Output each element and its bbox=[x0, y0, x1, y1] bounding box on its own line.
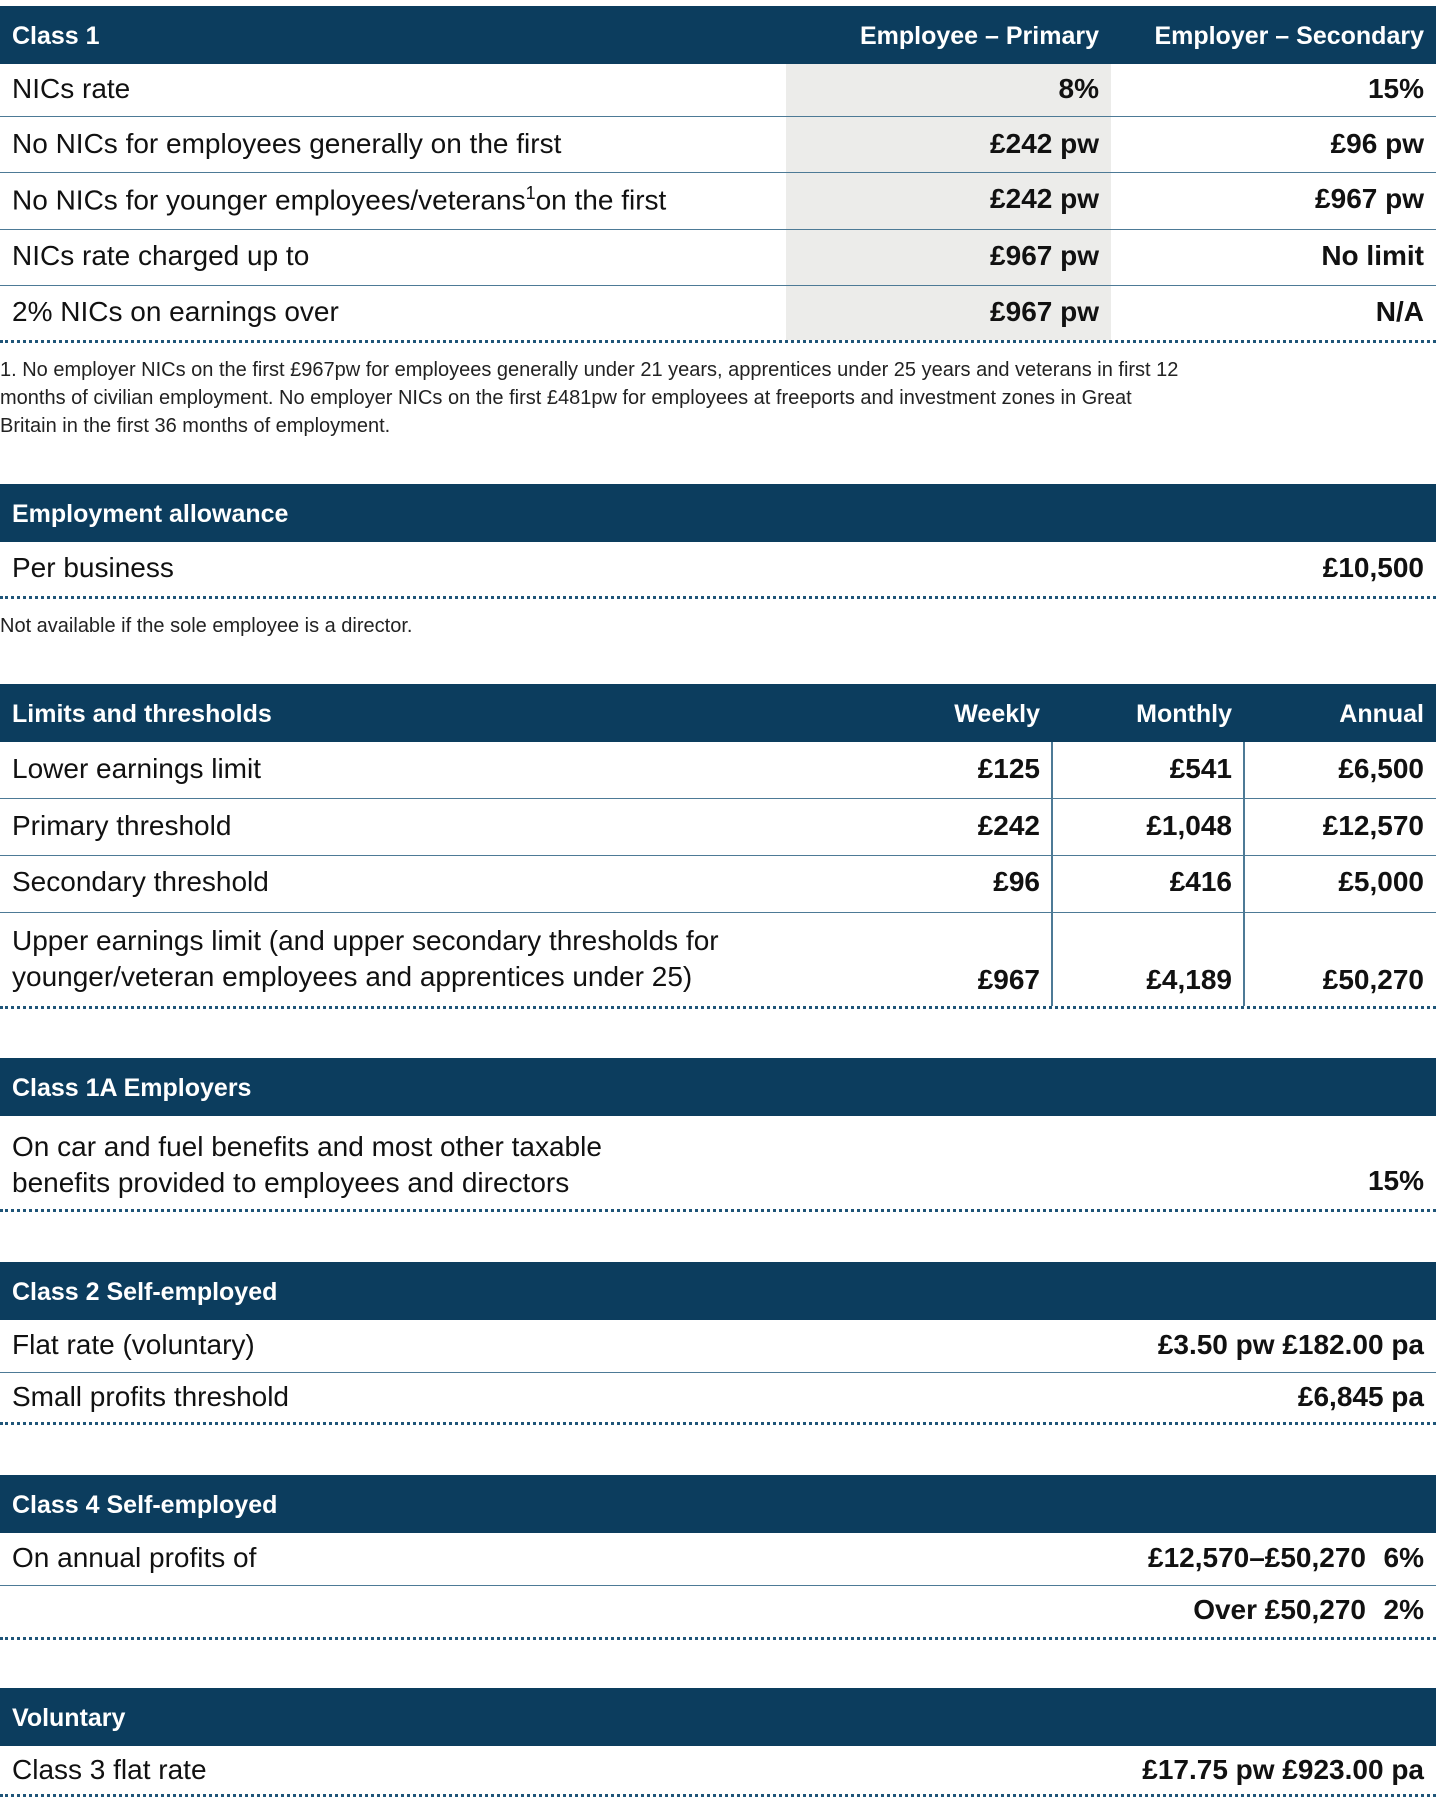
band-rate: 6% bbox=[1383, 1542, 1424, 1573]
label-line: younger/veteran employees and apprentices under 25) bbox=[12, 961, 693, 992]
label-line: On car and fuel benefits and most other taxable bbox=[12, 1131, 602, 1162]
profit-band: Over £50,270 bbox=[1193, 1594, 1366, 1625]
limits-row-lel bbox=[0, 742, 1436, 799]
section-title: Class 4 Self-employed bbox=[12, 1491, 278, 1519]
voluntary-header bbox=[0, 1688, 1436, 1746]
secondary-value: £967 pw bbox=[1315, 183, 1424, 214]
class2-header bbox=[0, 1262, 1436, 1320]
annual-value: £6,500 bbox=[1338, 753, 1424, 784]
row-label: 2% NICs on earnings over bbox=[12, 296, 339, 327]
class1-col-primary: Employee – Primary bbox=[859, 22, 1099, 50]
section-title: Employment allowance bbox=[12, 500, 289, 528]
label-text: on the first bbox=[535, 184, 667, 216]
section-title: Limits and thresholds bbox=[12, 700, 272, 728]
col-weekly: Weekly bbox=[954, 700, 1040, 728]
label-line: benefits provided to employees and directors bbox=[12, 1167, 570, 1198]
row-value: £6,845 pa bbox=[1297, 1381, 1424, 1412]
class1-row-employees bbox=[0, 117, 1436, 173]
footnote-line: 1. No employer NICs on the first £967pw for employees generally under 21 years, apprentices under 25 years and veterans in first 12 bbox=[0, 359, 1179, 381]
limits-row-uel bbox=[0, 913, 1436, 1009]
row-label: NICs rate bbox=[12, 73, 131, 104]
secondary-value: 15% bbox=[1367, 73, 1424, 104]
primary-value: £242 pw bbox=[990, 128, 1099, 159]
row-label: No NICs for employees generally on the first bbox=[12, 128, 562, 159]
employment-allowance-header bbox=[0, 484, 1436, 542]
primary-value: £242 pw bbox=[990, 183, 1099, 214]
class2-row-flat-rate bbox=[0, 1320, 1436, 1373]
label-line: Upper earnings limit (and upper secondary thresholds for bbox=[12, 925, 719, 956]
limits-header bbox=[0, 684, 1436, 742]
row-label: Flat rate (voluntary) bbox=[12, 1329, 255, 1360]
employment-allowance-row bbox=[0, 542, 1436, 599]
monthly-value: £416 bbox=[1169, 866, 1232, 897]
row-label: Class 3 flat rate bbox=[12, 1754, 207, 1785]
row-label: Lower earnings limit bbox=[12, 753, 261, 784]
row-label bbox=[12, 183, 666, 216]
row-label: Primary threshold bbox=[12, 810, 232, 841]
row-value: £17.75 pw £923.00 pa bbox=[1142, 1754, 1424, 1785]
row-label bbox=[12, 1129, 602, 1201]
employment-allowance-note: Not available if the sole employee is a director. bbox=[0, 615, 413, 637]
secondary-value: No limit bbox=[1321, 240, 1424, 271]
class1-row-two-percent bbox=[0, 286, 1436, 343]
annual-value: £50,270 bbox=[1322, 964, 1424, 995]
class1-col-secondary: Employer – Secondary bbox=[1154, 22, 1424, 50]
class4-header bbox=[0, 1475, 1436, 1533]
footnote-marker: 1 bbox=[525, 183, 536, 203]
section-title: Class 2 Self-employed bbox=[12, 1278, 278, 1306]
row-label: NICs rate charged up to bbox=[12, 240, 310, 271]
row-label: Per business bbox=[12, 552, 174, 583]
secondary-value: £96 pw bbox=[1330, 128, 1424, 159]
class1-header bbox=[0, 6, 1436, 64]
weekly-value: £967 bbox=[977, 964, 1040, 995]
row-value: £10,500 bbox=[1322, 552, 1424, 583]
col-annual: Annual bbox=[1339, 700, 1424, 728]
class1-row-rate bbox=[0, 64, 1436, 117]
row-label bbox=[12, 923, 719, 995]
primary-value: £967 pw bbox=[990, 240, 1099, 271]
limits-row-secondary bbox=[0, 856, 1436, 913]
class1-row-charged-up-to bbox=[0, 230, 1436, 286]
col-monthly: Monthly bbox=[1136, 700, 1232, 728]
row-label: Secondary threshold bbox=[12, 866, 269, 897]
profit-band: £12,570–£50,270 bbox=[1148, 1542, 1366, 1573]
annual-value: £5,000 bbox=[1338, 866, 1424, 897]
class1-row-younger bbox=[0, 173, 1436, 230]
weekly-value: £125 bbox=[977, 753, 1040, 784]
label-text: No NICs for younger employees/veterans bbox=[12, 184, 526, 216]
row-value: 15% bbox=[1367, 1165, 1424, 1196]
class2-row-small-profits bbox=[0, 1373, 1436, 1425]
footnote-line: Britain in the first 36 months of employment. bbox=[0, 415, 391, 437]
primary-value: 8% bbox=[1058, 73, 1099, 104]
class4-row-main-band bbox=[0, 1533, 1436, 1586]
monthly-value: £541 bbox=[1169, 753, 1232, 784]
section-title: Voluntary bbox=[12, 1704, 126, 1732]
row-label: On annual profits of bbox=[12, 1542, 257, 1573]
monthly-value: £4,189 bbox=[1146, 964, 1232, 995]
secondary-value: N/A bbox=[1375, 296, 1424, 327]
annual-value: £12,570 bbox=[1322, 810, 1424, 841]
row-value: £3.50 pw £182.00 pa bbox=[1157, 1329, 1424, 1360]
weekly-value: £96 bbox=[993, 866, 1040, 897]
footnote-line: months of civilian employment. No employer NICs on the first £481pw for employees at freeports and investment zones in Great bbox=[0, 387, 1132, 409]
monthly-value: £1,048 bbox=[1146, 810, 1232, 841]
primary-value: £967 pw bbox=[990, 296, 1099, 327]
class4-row-upper-band bbox=[0, 1586, 1436, 1640]
class1-footnote bbox=[0, 356, 1178, 440]
section-title: Class 1A Employers bbox=[12, 1074, 252, 1102]
class1-title: Class 1 bbox=[12, 22, 100, 50]
class1a-row bbox=[0, 1116, 1436, 1212]
class1a-header bbox=[0, 1058, 1436, 1116]
voluntary-row bbox=[0, 1746, 1436, 1797]
weekly-value: £242 bbox=[977, 810, 1040, 841]
row-label: Small profits threshold bbox=[12, 1381, 290, 1412]
band-rate: 2% bbox=[1383, 1594, 1424, 1625]
limits-row-primary bbox=[0, 799, 1436, 856]
